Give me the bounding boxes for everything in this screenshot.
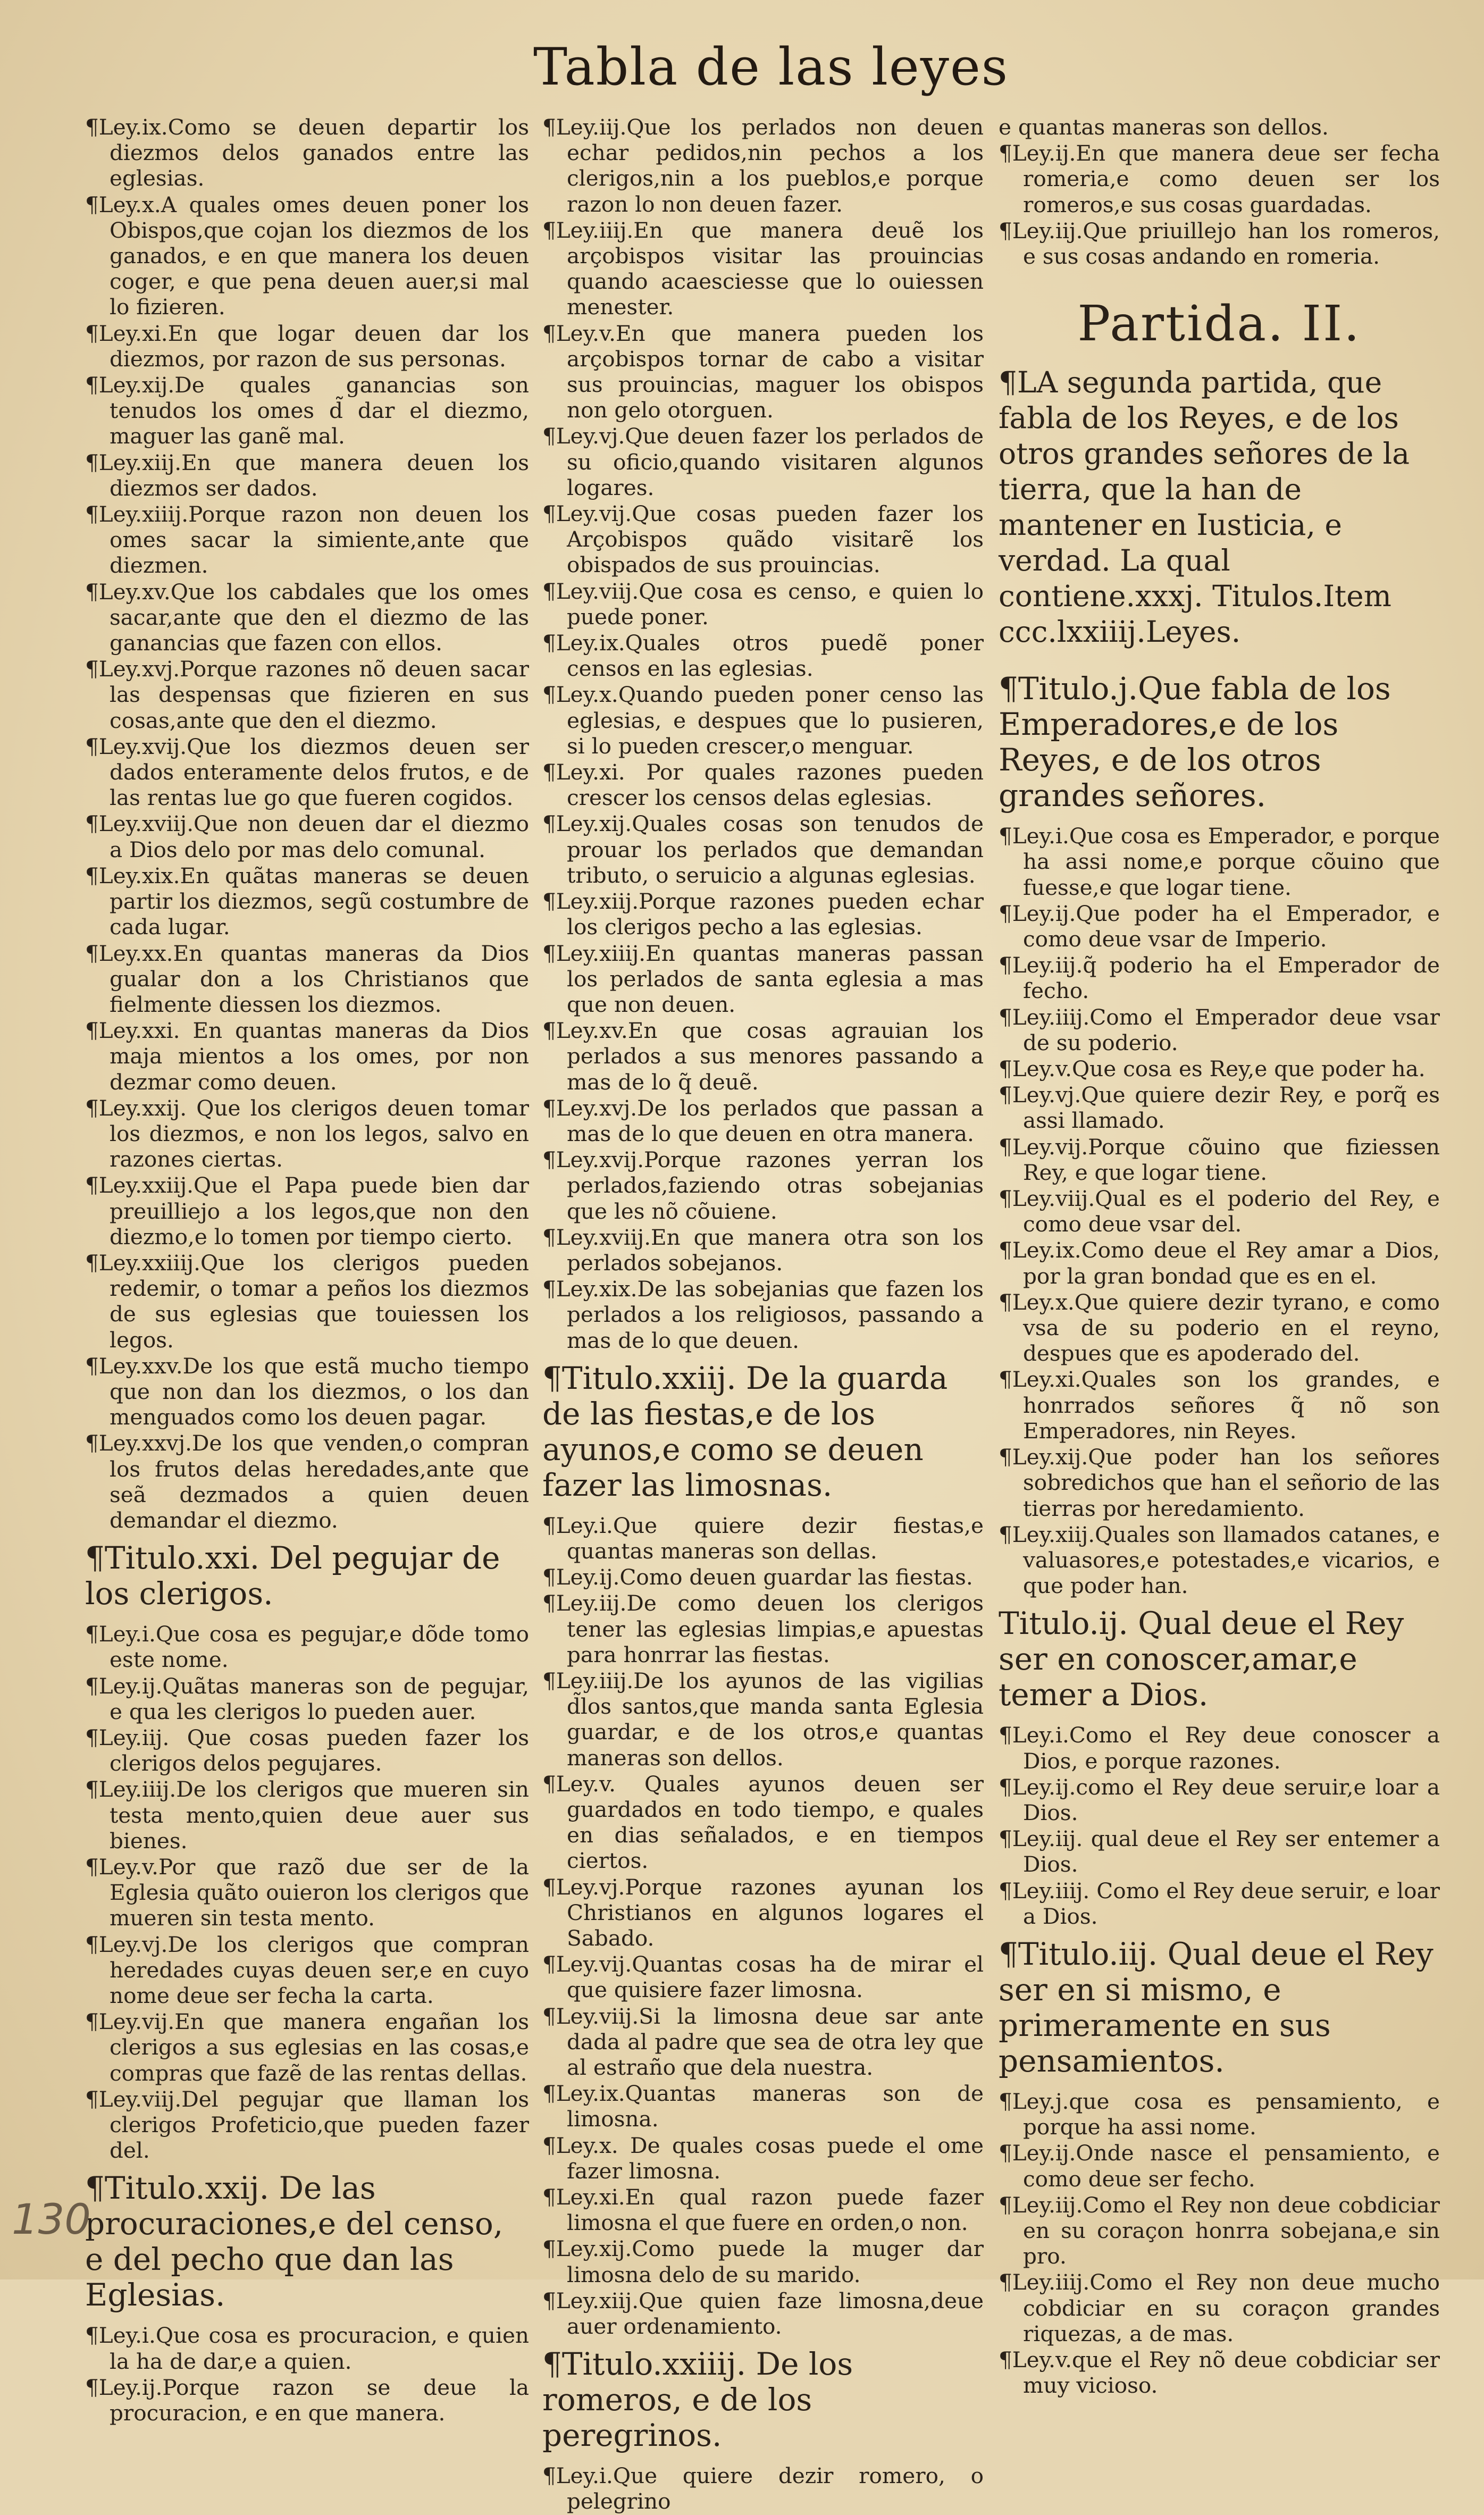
law-entry: ¶Ley.x.Quando pueden poner censo las eglesias, e despues que lo pusieren, si lo pueden crescer,o menguar. (542, 682, 984, 759)
law-entry: ¶Ley.xiij.En que manera deuen los diezmos ser dados. (85, 449, 529, 501)
law-entry: ¶Ley.viij.Qual es el poderio del Rey, e como deue vsar del. (999, 1186, 1440, 1237)
law-entry: ¶Ley.xi.En que logar deuen dar los diezmos, por razon de sus personas. (85, 320, 529, 372)
column-right (999, 114, 1440, 2399)
law-entry: ¶Ley.xxiij.Que el Papa puede bien dar preuilliejo a los legos,que non den diezmo,e lo tomen por tiempo cierto. (85, 1172, 529, 1250)
law-entry: ¶Ley.xxiiij.Que los clerigos pueden redemir, o tomar a peños los diezmos de sus eglesias que touiessen los legos. (85, 1250, 529, 1353)
law-entry: ¶Ley.iij.Que los perlados non deuen echar pedidos,nin pechos a los clerigos,nin a los pueblos,e porque razon lo non deuen fazer. (542, 114, 984, 217)
law-entry: ¶Ley.xiij.Porque razones pueden echar los clerigos pecho a las eglesias. (542, 888, 984, 940)
law-entry: ¶Ley.iij.Que priuillejo han los romeros, e sus cosas andando en romeria. (999, 217, 1440, 270)
law-entry: ¶Ley.xvj.Porque razones nõ deuen sacar las despensas que fizieren en sus cosas,ante que den el diezmo. (85, 656, 529, 733)
law-entry: ¶Ley.iiij.Como el Rey non deue mucho cobdiciar en su coraçon grandes riquezas, a de mas. (999, 2269, 1440, 2346)
law-entry: ¶Ley.xxi. En quantas maneras da Dios maja mientos a los omes, por non dezmar como deuen. (85, 1018, 529, 1095)
law-entry: ¶Ley.vj.Que quiere dezir Rey, e porq̃ es assi llamado. (999, 1082, 1440, 1134)
law-entry: ¶Ley.ij.Como deuen guardar las fiestas. (542, 1564, 973, 1590)
law-entry: ¶Ley.xviij.En que manera otra son los perlados sobejanos. (542, 1224, 984, 1276)
title-heading: ¶Titulo.xxi. Del pegujar de los clerigos. (85, 1540, 500, 1612)
law-entry: ¶Ley.xij.Que poder han los señores sobredichos que han el señorio de las tierras por heredamiento. (999, 1444, 1440, 1521)
law-entry: ¶Ley.iij.q̃ poderio ha el Emperador de fecho. (999, 952, 1440, 1004)
law-entry: ¶Ley.xxvj.De los que venden,o compran los frutos delas heredades,ante que seã dezmados a quien deuen demandar el diezmo. (85, 1430, 529, 1533)
law-entry: ¶Ley.xi.En qual razon puede fazer limosna el que fuere en orden,o non. (542, 2184, 984, 2236)
title-heading: ¶Titulo.xxiij. De la guarda de las fiestas,e de los ayunos,e como se deuen fazer las limosnas. (542, 1360, 948, 1503)
law-entry: ¶Ley.ix.Como deue el Rey amar a Dios, por la gran bondad que es en el. (999, 1237, 1440, 1289)
law-entry: ¶Ley.xv.En que cosas agrauian los perlados a sus menores passando a mas de lo q̃ deuẽ. (542, 1018, 984, 1095)
handwritten-page-number: 130 (12, 2196, 91, 2244)
law-entry: ¶Ley.ix.Quales otros puedẽ poner censos en las eglesias. (542, 630, 984, 682)
law-entry: ¶Ley.v.En que manera pueden los arçobispos tornar de cabo a visitar sus prouincias, maguer los obispos non gelo otorguen. (542, 320, 984, 423)
title-heading: Titulo.ij. Qual deue el Rey ser en conoscer,amar,e temer a Dios. (999, 1605, 1404, 1713)
law-entry: ¶Ley.ij.Quãtas maneras son de pegujar, e qua les clerigos lo pueden auer. (85, 1673, 529, 1724)
law-entry: ¶Ley.iiij.De los clerigos que mueren sin testa mento,quien deue auer sus bienes. (85, 1776, 529, 1854)
law-entry: ¶Ley.xiij.Quales son llamados catanes, e valuasores,e potestades,e vicarios, e que poder han. (999, 1521, 1440, 1599)
law-entry: ¶Ley.ij.Que poder ha el Emperador, e como deue vsar de Imperio. (999, 900, 1440, 952)
law-entry: ¶Ley.ij.Porque razon se deue la procuracion, e en que manera. (85, 2374, 529, 2426)
law-entry: ¶Ley.x.Que quiere dezir tyrano, e como vsa de su poderio en el reyno, despues que es apoderado del. (999, 1289, 1440, 1367)
law-entry: ¶Ley.i.Que quiere dezir fiestas,e quantas maneras son dellas. (542, 1512, 984, 1564)
law-entry: ¶Ley.vij.Quantas cosas ha de mirar el que quisiere fazer limosna. (542, 1951, 984, 2003)
law-entry: ¶Ley.iij.Como el Rey non deue cobdiciar en su coraçon honrra sobejana,e sin pro. (999, 2192, 1440, 2269)
title-heading: ¶Titulo.j.Que fabla de los Emperadores,e de los Reyes, e de los otros grandes señores. (999, 670, 1391, 814)
law-entry: ¶Ley.xi. Por quales razones pueden crescer los censos delas eglesias. (542, 759, 984, 811)
law-entry: ¶Ley.ij.Onde nasce el pensamiento, e como deue ser fecho. (999, 2140, 1440, 2192)
law-entry: ¶Ley.ij.como el Rey deue seruir,e loar a Dios. (999, 1774, 1440, 1825)
law-entry: ¶Ley.ij.En que manera deue ser fecha romeria,e como deuen ser los romeros,e sus cosas guardadas. (999, 140, 1440, 217)
law-entry: ¶Ley.xvj.De los perlados que passan a mas de lo que deuen en otra manera. (542, 1095, 984, 1146)
law-entry: ¶Ley.i.Que cosa es Emperador, e porque ha assi nome,e porque cõuino que fuesse,e que logar tiene. (999, 823, 1440, 900)
column-middle (542, 114, 984, 2515)
law-entry: ¶Ley.ix.Quantas maneras son de limosna. (542, 2081, 984, 2132)
law-entry: ¶Ley.xx.En quantas maneras da Dios gualar don a los Christianos que fielmente diessen los diezmos. (85, 940, 529, 1017)
law-entry: ¶Ley.xiiij.En quantas maneras passan los perlados de santa eglesia a mas que non deuen. (542, 940, 984, 1017)
law-entry: ¶Ley.xix.De las sobejanias que fazen los perlados a los religiosos, passando a mas de lo que deuen. (542, 1276, 984, 1353)
law-entry: ¶Ley.vj.Porque razones ayunan los Christianos en algunos logares el Sabado. (542, 1874, 984, 1951)
law-entry-continued: e quantas maneras son dellos. (999, 114, 1329, 140)
law-entry: ¶Ley.iiij.Como el Emperador deue vsar de su poderio. (999, 1004, 1440, 1055)
title-heading: ¶Titulo.iij. Qual deue el Rey ser en si mismo, e primeramente en sus pensamientos. (999, 1935, 1433, 2079)
law-entry: ¶Ley.xviij.Que non deuen dar el diezmo a Dios delo por mas delo comunal. (85, 811, 529, 862)
law-entry: ¶Ley.vij.Que cosas pueden fazer los Arçobispos quãdo visitarẽ los obispados de sus prouincias. (542, 501, 984, 578)
law-entry: ¶Ley.v.que el Rey nõ deue cobdiciar ser muy vicioso. (999, 2346, 1440, 2399)
law-entry: ¶Ley.xi.Quales son los grandes, e honrrados señores q̃ nõ son Emperadores, nin Reyes. (999, 1367, 1440, 1444)
law-entry: ¶Ley.xxv.De los que estã mucho tiempo que non dan los diezmos, o los dan menguados como los deuen pagar. (85, 1353, 529, 1430)
partida-intro: ¶LA segunda partida, que fabla de los Reyes, e de los otros grandes señores de la tierra, que la han de mantener en Iusticia, e verdad. La qual contiene.xxxj. Titulos.Item ccc.lxxiiij.Leyes. (999, 365, 1410, 649)
law-entry: ¶Ley.iij. qual deue el Rey ser entemer a Dios. (999, 1826, 1440, 1877)
law-entry: ¶Ley.viij.Que cosa es censo, e quien lo puede poner. (542, 578, 984, 630)
law-entry: ¶Ley.v.Por que razõ due ser de la Eglesia quãto ouieron los clerigos que mueren sin testa mento. (85, 1854, 529, 1931)
law-entry: ¶Ley.iij. Que cosas pueden fazer los clerigos delos pegujares. (85, 1724, 529, 1776)
law-entry: ¶Ley.xix.En quãtas maneras se deuen partir los diezmos, segũ costumbre de cada lugar. (85, 862, 529, 940)
law-entry: ¶Ley.i.Como el Rey deue conoscer a Dios, e porque razones. (999, 1722, 1440, 1774)
title-heading: ¶Titulo.xxij. De las procuraciones,e del censo, e del pecho que dan las Eglesias. (85, 2170, 504, 2313)
partida-heading: Partida. II. (1077, 295, 1361, 353)
law-entry: ¶Ley.xij.Quales cosas son tenudos de prouar los perlados que demandan tributo, o seruicio a algunas eglesias. (542, 811, 984, 888)
law-entry: ¶Ley.xij.De quales ganancias son tenudos los omes d̃ dar el diezmo, maguer las ganẽ mal. (85, 372, 529, 449)
law-entry: ¶Ley.viij.Si la limosna deue sar ante dada al padre que sea de otra ley que al estraño que dela nuestra. (542, 2003, 984, 2081)
law-entry: ¶Ley.xvij.Que los diezmos deuen ser dados enteramente delos frutos, e de las rentas lue go que fueren cogidos. (85, 733, 529, 811)
law-entry: ¶Ley.xv.Que los cabdales que los omes sacar,ante que den el diezmo de las ganancias que fazen con ellos. (85, 579, 529, 656)
law-entry: ¶Ley.i.Que cosa es procuracion, e quien la ha de dar,e a quien. (85, 2323, 529, 2374)
law-entry: ¶Ley.x. De quales cosas puede el ome fazer limosna. (542, 2132, 984, 2184)
law-entry: ¶Ley.v. Quales ayunos deuen ser guardados en todo tiempo, e quales en dias señalados, e en tiempos ciertos. (542, 1771, 984, 1874)
law-entry: ¶Ley.xvij.Porque razones yerran los perlados,faziendo otras sobejanias que les nõ cõuiene. (542, 1147, 984, 1224)
law-entry: ¶Ley.ix.Como se deuen departir los diezmos delos ganados entre las eglesias. (85, 114, 529, 191)
column-left (85, 114, 529, 2426)
law-entry: ¶Ley.iij.De como deuen los clerigos tener las eglesias limpias,e apuestas para honrrar las fiestas. (542, 1590, 984, 1667)
law-entry: ¶Ley.vj.De los clerigos que compran heredades cuyas deuen ser,e en cuyo nome deue ser fecha la carta. (85, 1931, 529, 2009)
law-entry: ¶Ley.iiij.En que manera deuẽ los arçobispos visitar las prouincias quando acaesciesse que lo ouiessen menester. (542, 217, 984, 320)
law-entry: ¶Ley.xiij.Que quien faze limosna,deue auer ordenamiento. (542, 2287, 984, 2340)
law-entry: ¶Ley.xxij. Que los clerigos deuen tomar los diezmos, e non los legos, salvo en razones ciertas. (85, 1095, 529, 1172)
law-entry: ¶Ley.j.que cosa es pensamiento, e porque ha assi nome. (999, 2088, 1440, 2140)
law-entry: ¶Ley.x.A quales omes deuen poner los Obispos,que cojan los diezmos de los ganados, e en que manera los deuen coger, e que pena deuen auer,si mal lo fizieren. (85, 191, 529, 320)
law-entry: ¶Ley.vij.Porque cõuino que fiziessen Rey, e que logar tiene. (999, 1134, 1440, 1185)
title-heading: ¶Titulo.xxiiij. De los romeros, e de los peregrinos. (542, 2346, 853, 2454)
law-entry: ¶Ley.v.Que cosa es Rey,e que poder ha. (999, 1056, 1426, 1082)
page-title: Tabla de las leyes (533, 37, 1009, 97)
law-entry: ¶Ley.vij.En que manera engañan los clerigos a sus eglesias en las cosas,e compras que fazẽ de las rentas dellas. (85, 2009, 529, 2086)
law-entry: ¶Ley.iiij.De los ayunos de las vigilias d̃los santos,que manda santa Eglesia guardar, e de los otros,e quantas maneras son dellos. (542, 1667, 984, 1771)
law-entry: ¶Ley.i.Que cosa es pegujar,e dõde tomo este nome. (85, 1621, 529, 1673)
law-entry: ¶Ley.vj.Que deuen fazer los perlados de su oficio,quando visitaren algunos logares. (542, 423, 984, 500)
law-entry: ¶Ley.i.Que quiere dezir romero, o pelegrino (542, 2463, 984, 2514)
law-entry: ¶Ley.iiij. Como el Rey deue seruir, e loar a Dios. (999, 1877, 1440, 1929)
law-entry: ¶Ley.xij.Como puede la muger dar limosna delo de su marido. (542, 2236, 984, 2287)
law-entry: ¶Ley.xiiij.Porque razon non deuen los omes sacar la simiente,ante que diezmen. (85, 501, 529, 579)
law-entry: ¶Ley.viij.Del pegujar que llaman los clerigos Profeticio,que pueden fazer del. (85, 2086, 529, 2164)
